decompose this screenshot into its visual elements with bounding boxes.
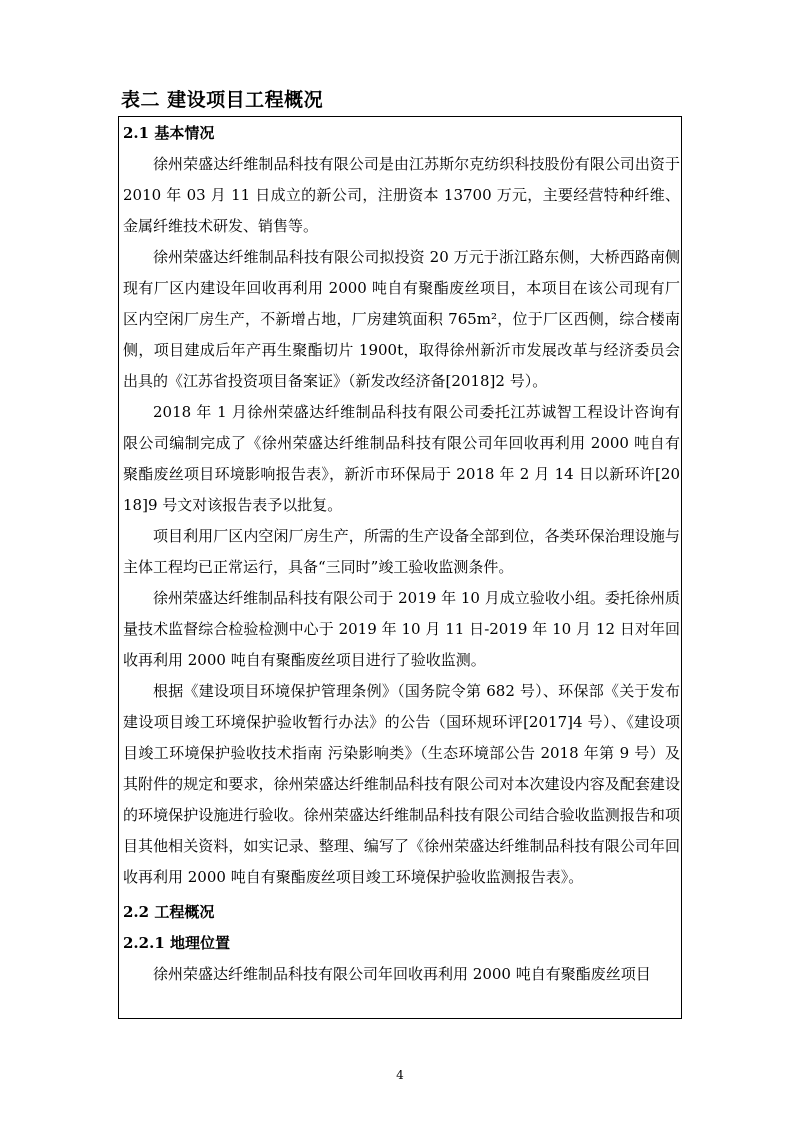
page-number: 4 [396, 1068, 404, 1082]
document-title: 表二 建设项目工程概况 [121, 89, 324, 111]
section-heading-basic: 2.1 基本情况 [123, 124, 215, 142]
paragraph: 徐州荣盛达纤维制品科技有限公司年回收再利用 2000 吨自有聚酯废丝项目 [153, 965, 651, 983]
paragraph: 根据《建设项目环境保护管理条例》（国务院令第 682 号）、环保部《关于发布建设项目竣工环境保护验收暂行办法》的公告（国环规环评[2017]4 号）、《建设项目竣工环境保护验收技术指南 污染影响类》（生态环境部公告 2018 年第 9 号）及其附件的规定和要求，徐州荣盛达纤维制品科技有限公司对本次建设内容及配套建设的环境保护设施进行验收。徐州荣盛达纤维制品科技有限公司结合验收监测报告和项目其他相关资料，如实记录、整理、编写了《徐州荣盛达纤维制品科技有限公司年回收再利用 2000 吨自有聚酯废丝项目竣工环境保护验收监测报告表》。 [123, 682, 680, 886]
subsection-heading-location: 2.2.1 地理位置 [123, 934, 230, 952]
paragraph: 徐州荣盛达纤维制品科技有限公司拟投资 20 万元于浙江路东侧，大桥西路南侧现有厂区内建设年回收再利用 2000 吨自有聚酯废丝项目，本项目在该公司现有厂区内空闲厂房生产，不新增占地，厂房建筑面积 765m²，位于厂区西侧，综合楼南侧，项目建成后年产再生聚酯切片 1900t，取得徐州新沂市发展改革与经济委员会出具的《江苏省投资项目备案证》（新发改经济备[2018]2 号）。 [123, 248, 680, 390]
content-body [123, 118, 680, 990]
section-heading-overview: 2.2 工程概况 [123, 903, 215, 921]
paragraph: 徐州荣盛达纤维制品科技有限公司是由江苏斯尔克纺织科技股份有限公司出资于 2010 年 03 月 11 日成立的新公司，注册资本 13700 万元，主要经营特种纤维、金属纤维技术研发、销售等。 [123, 155, 680, 235]
paragraph: 徐州荣盛达纤维制品科技有限公司于 2019 年 10 月成立验收小组。委托徐州质量技术监督综合检验检测中心于 2019 年 10 月 11 日-2019 年 10 月 12 日对年回收再利用 2000 吨自有聚酯废丝项目进行了验收监测。 [123, 589, 680, 669]
paragraph: 项目利用厂区内空闲厂房生产，所需的生产设备全部到位，各类环保治理设施与主体工程均已正常运行，具备“三同时”竣工验收监测条件。 [123, 527, 680, 576]
paragraph: 2018 年 1 月徐州荣盛达纤维制品科技有限公司委托江苏诚智工程设计咨询有限公司编制完成了《徐州荣盛达纤维制品科技有限公司年回收再利用 2000 吨自有聚酯废丝项目环境影响报告表》，新沂市环保局于 2018 年 2 月 14 日以新环许[2018]9 号文对该报告表予以批复。 [123, 403, 680, 514]
